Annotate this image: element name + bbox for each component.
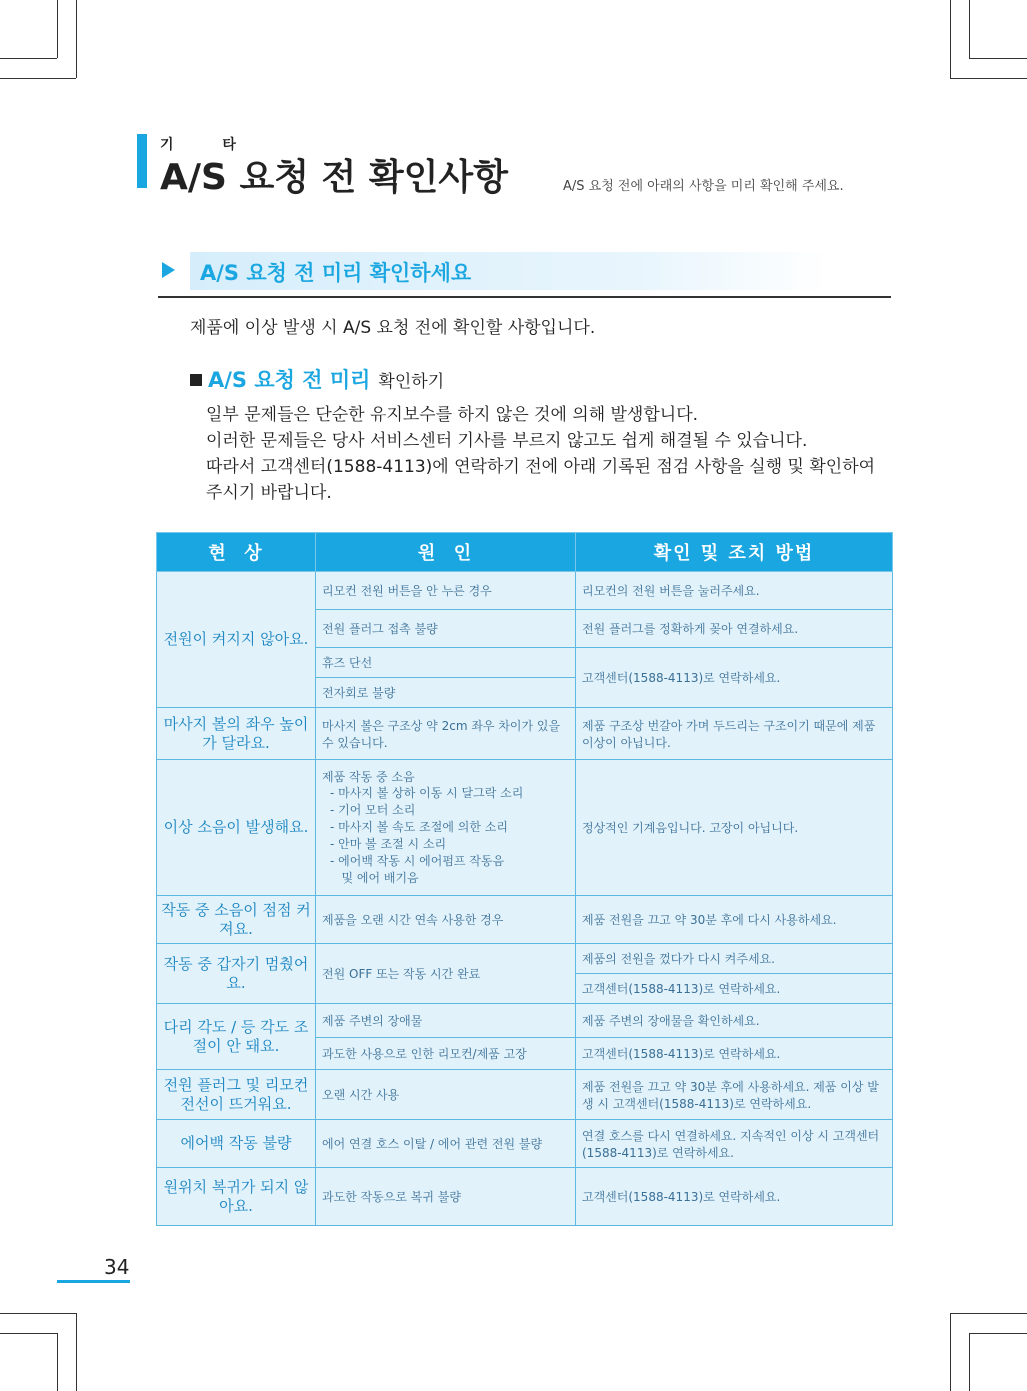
- cause-list-item: 및 에어 배기음: [330, 871, 419, 885]
- header-cause: 원 인: [316, 533, 576, 572]
- crop-mark: [969, 0, 970, 58]
- action-cell: 전원 플러그를 정확하게 꽂아 연결하세요.: [576, 610, 893, 648]
- crop-mark: [0, 78, 76, 79]
- symptom-cell: 전원이 켜지지 않아요.: [157, 572, 316, 708]
- cause-cell: 휴즈 단선: [316, 648, 576, 678]
- crop-mark: [0, 1313, 76, 1314]
- square-bullet-icon: [190, 374, 202, 386]
- symptom-cell: 마사지 볼의 좌우 높이가 달라요.: [157, 708, 316, 760]
- cause-list-item: - 마사지 볼 상하 이동 시 달그락 소리: [330, 786, 524, 800]
- cause-list-item: - 기어 모터 소리: [330, 803, 416, 817]
- header-symptom: 현 상: [157, 533, 316, 572]
- table-row: [157, 1120, 893, 1168]
- table-header-row: [157, 533, 893, 572]
- action-cell: 제품의 전원을 껐다가 다시 켜주세요.: [576, 944, 893, 974]
- intro-text: 제품에 이상 발생 시 A/S 요청 전에 확인할 사항입니다.: [190, 318, 596, 338]
- cause-cell: 마사지 볼은 구조상 약 2cm 좌우 차이가 있을 수 있습니다.: [316, 708, 576, 760]
- table-row: [157, 1168, 893, 1226]
- cause-cell: 제품을 오랜 시간 연속 사용한 경우: [316, 896, 576, 944]
- header-action: 확인 및 조치 방법: [576, 533, 893, 572]
- subheading-black: 확인하기: [378, 372, 445, 392]
- paragraph-line: 일부 문제들은 단순한 유지보수를 하지 않은 것에 의해 발생합니다.: [206, 405, 699, 425]
- crop-mark: [76, 1313, 77, 1391]
- crop-mark: [950, 78, 1027, 79]
- action-cell: 제품 전원을 끄고 약 30분 후에 사용하세요. 제품 이상 발생 시 고객센터(1588-4113)로 연락하세요.: [576, 1070, 893, 1120]
- section-tag: 기 타: [160, 137, 258, 153]
- crop-mark: [950, 1313, 1027, 1314]
- subheading: [190, 364, 444, 394]
- action-cell: 연결 호스를 다시 연결하세요. 지속적인 이상 시 고객센터(1588-4113)로 연락하세요.: [576, 1120, 893, 1168]
- instructions-paragraph: [206, 402, 875, 506]
- cause-cell: 과도한 사용으로 인한 리모컨/제품 고장: [316, 1038, 576, 1070]
- section-heading-text: A/S 요청 전 미리 확인하세요: [200, 261, 472, 285]
- cause-cell: 에어 연결 호스 이탈 / 에어 관련 전원 불량: [316, 1120, 576, 1168]
- crop-mark: [969, 1333, 1027, 1334]
- cause-cell: 전원 플러그 접촉 불량: [316, 610, 576, 648]
- troubleshooting-table: [156, 532, 893, 1226]
- section-heading: [158, 250, 891, 298]
- crop-mark: [57, 0, 58, 58]
- crop-mark: [950, 0, 951, 78]
- page-title: A/S 요청 전 확인사항: [160, 157, 508, 198]
- cause-list-item: - 에어백 작동 시 에어펌프 작동음: [330, 854, 505, 868]
- table-row: [157, 760, 893, 896]
- symptom-cell: 에어백 작동 불량: [157, 1120, 316, 1168]
- page-number: 34: [104, 1255, 130, 1279]
- paragraph-line: 주시기 바랍니다.: [206, 483, 332, 503]
- symptom-cell: 전원 플러그 및 리모컨 전선이 뜨거워요.: [157, 1070, 316, 1120]
- paragraph-line: 따라서 고객센터(1588-4113)에 연락하기 전에 아래 기록된 점검 사항을 실행 및 확인하여: [206, 457, 876, 477]
- cause-cell: 오랜 시간 사용: [316, 1070, 576, 1120]
- action-cell: 고객센터(1588-4113)로 연락하세요.: [576, 648, 893, 708]
- table-row: [157, 708, 893, 760]
- symptom-cell: 작동 중 갑자기 멈췄어요.: [157, 944, 316, 1004]
- symptom-cell: 다리 각도 / 등 각도 조절이 안 돼요.: [157, 1004, 316, 1070]
- table-row: [157, 1070, 893, 1120]
- table-row: [157, 944, 893, 974]
- action-cell: 제품 구조상 번갈아 가며 두드리는 구조이기 때문에 제품 이상이 아닙니다.: [576, 708, 893, 760]
- page-number-underline: [57, 1280, 130, 1283]
- crop-mark: [969, 58, 1027, 59]
- action-cell: 고객센터(1588-4113)로 연락하세요.: [576, 1038, 893, 1070]
- triangle-right-icon: [162, 262, 175, 278]
- cause-cell: 리모컨 전원 버튼을 안 누른 경우: [316, 572, 576, 610]
- cause-list-item: - 안마 볼 조절 시 소리: [330, 837, 447, 851]
- action-cell: 제품 전원을 끄고 약 30분 후에 다시 사용하세요.: [576, 896, 893, 944]
- symptom-cell: 원위치 복귀가 되지 않아요.: [157, 1168, 316, 1226]
- table-row: [157, 1004, 893, 1038]
- table-row: [157, 896, 893, 944]
- symptom-cell: 이상 소음이 발생해요.: [157, 760, 316, 896]
- cause-list: [322, 785, 569, 887]
- title-accent-bar: [137, 134, 147, 188]
- action-cell: 고객센터(1588-4113)로 연락하세요.: [576, 974, 893, 1004]
- cause-cell: 제품 주변의 장애물: [316, 1004, 576, 1038]
- subheading-blue: A/S 요청 전 미리: [208, 368, 371, 392]
- crop-mark: [950, 1313, 951, 1391]
- divider: [158, 296, 891, 298]
- crop-mark: [0, 58, 57, 59]
- action-cell: 고객센터(1588-4113)로 연락하세요.: [576, 1168, 893, 1226]
- action-cell: 리모컨의 전원 버튼을 눌러주세요.: [576, 572, 893, 610]
- cause-cell: 전자회로 불량: [316, 678, 576, 708]
- page-subtitle: A/S 요청 전에 아래의 사항을 미리 확인해 주세요.: [563, 179, 844, 194]
- crop-mark: [969, 1333, 970, 1391]
- cause-cell: 전원 OFF 또는 작동 시간 완료: [316, 944, 576, 1004]
- cause-list-item: - 마사지 볼 속도 조절에 의한 소리: [330, 820, 508, 834]
- table-row: [157, 572, 893, 610]
- crop-mark: [0, 1333, 57, 1334]
- action-cell: 제품 주변의 장애물을 확인하세요.: [576, 1004, 893, 1038]
- cause-cell: [316, 760, 576, 896]
- action-cell: 정상적인 기계음입니다. 고장이 아닙니다.: [576, 760, 893, 896]
- paragraph-line: 이러한 문제들은 당사 서비스센터 기사를 부르지 않고도 쉽게 해결될 수 있습니다.: [206, 431, 808, 451]
- cause-title: 제품 작동 중 소음: [322, 770, 415, 784]
- cause-cell: 과도한 작동으로 복귀 불량: [316, 1168, 576, 1226]
- crop-mark: [76, 0, 77, 78]
- symptom-cell: 작동 중 소음이 점점 커져요.: [157, 896, 316, 944]
- crop-mark: [57, 1333, 58, 1391]
